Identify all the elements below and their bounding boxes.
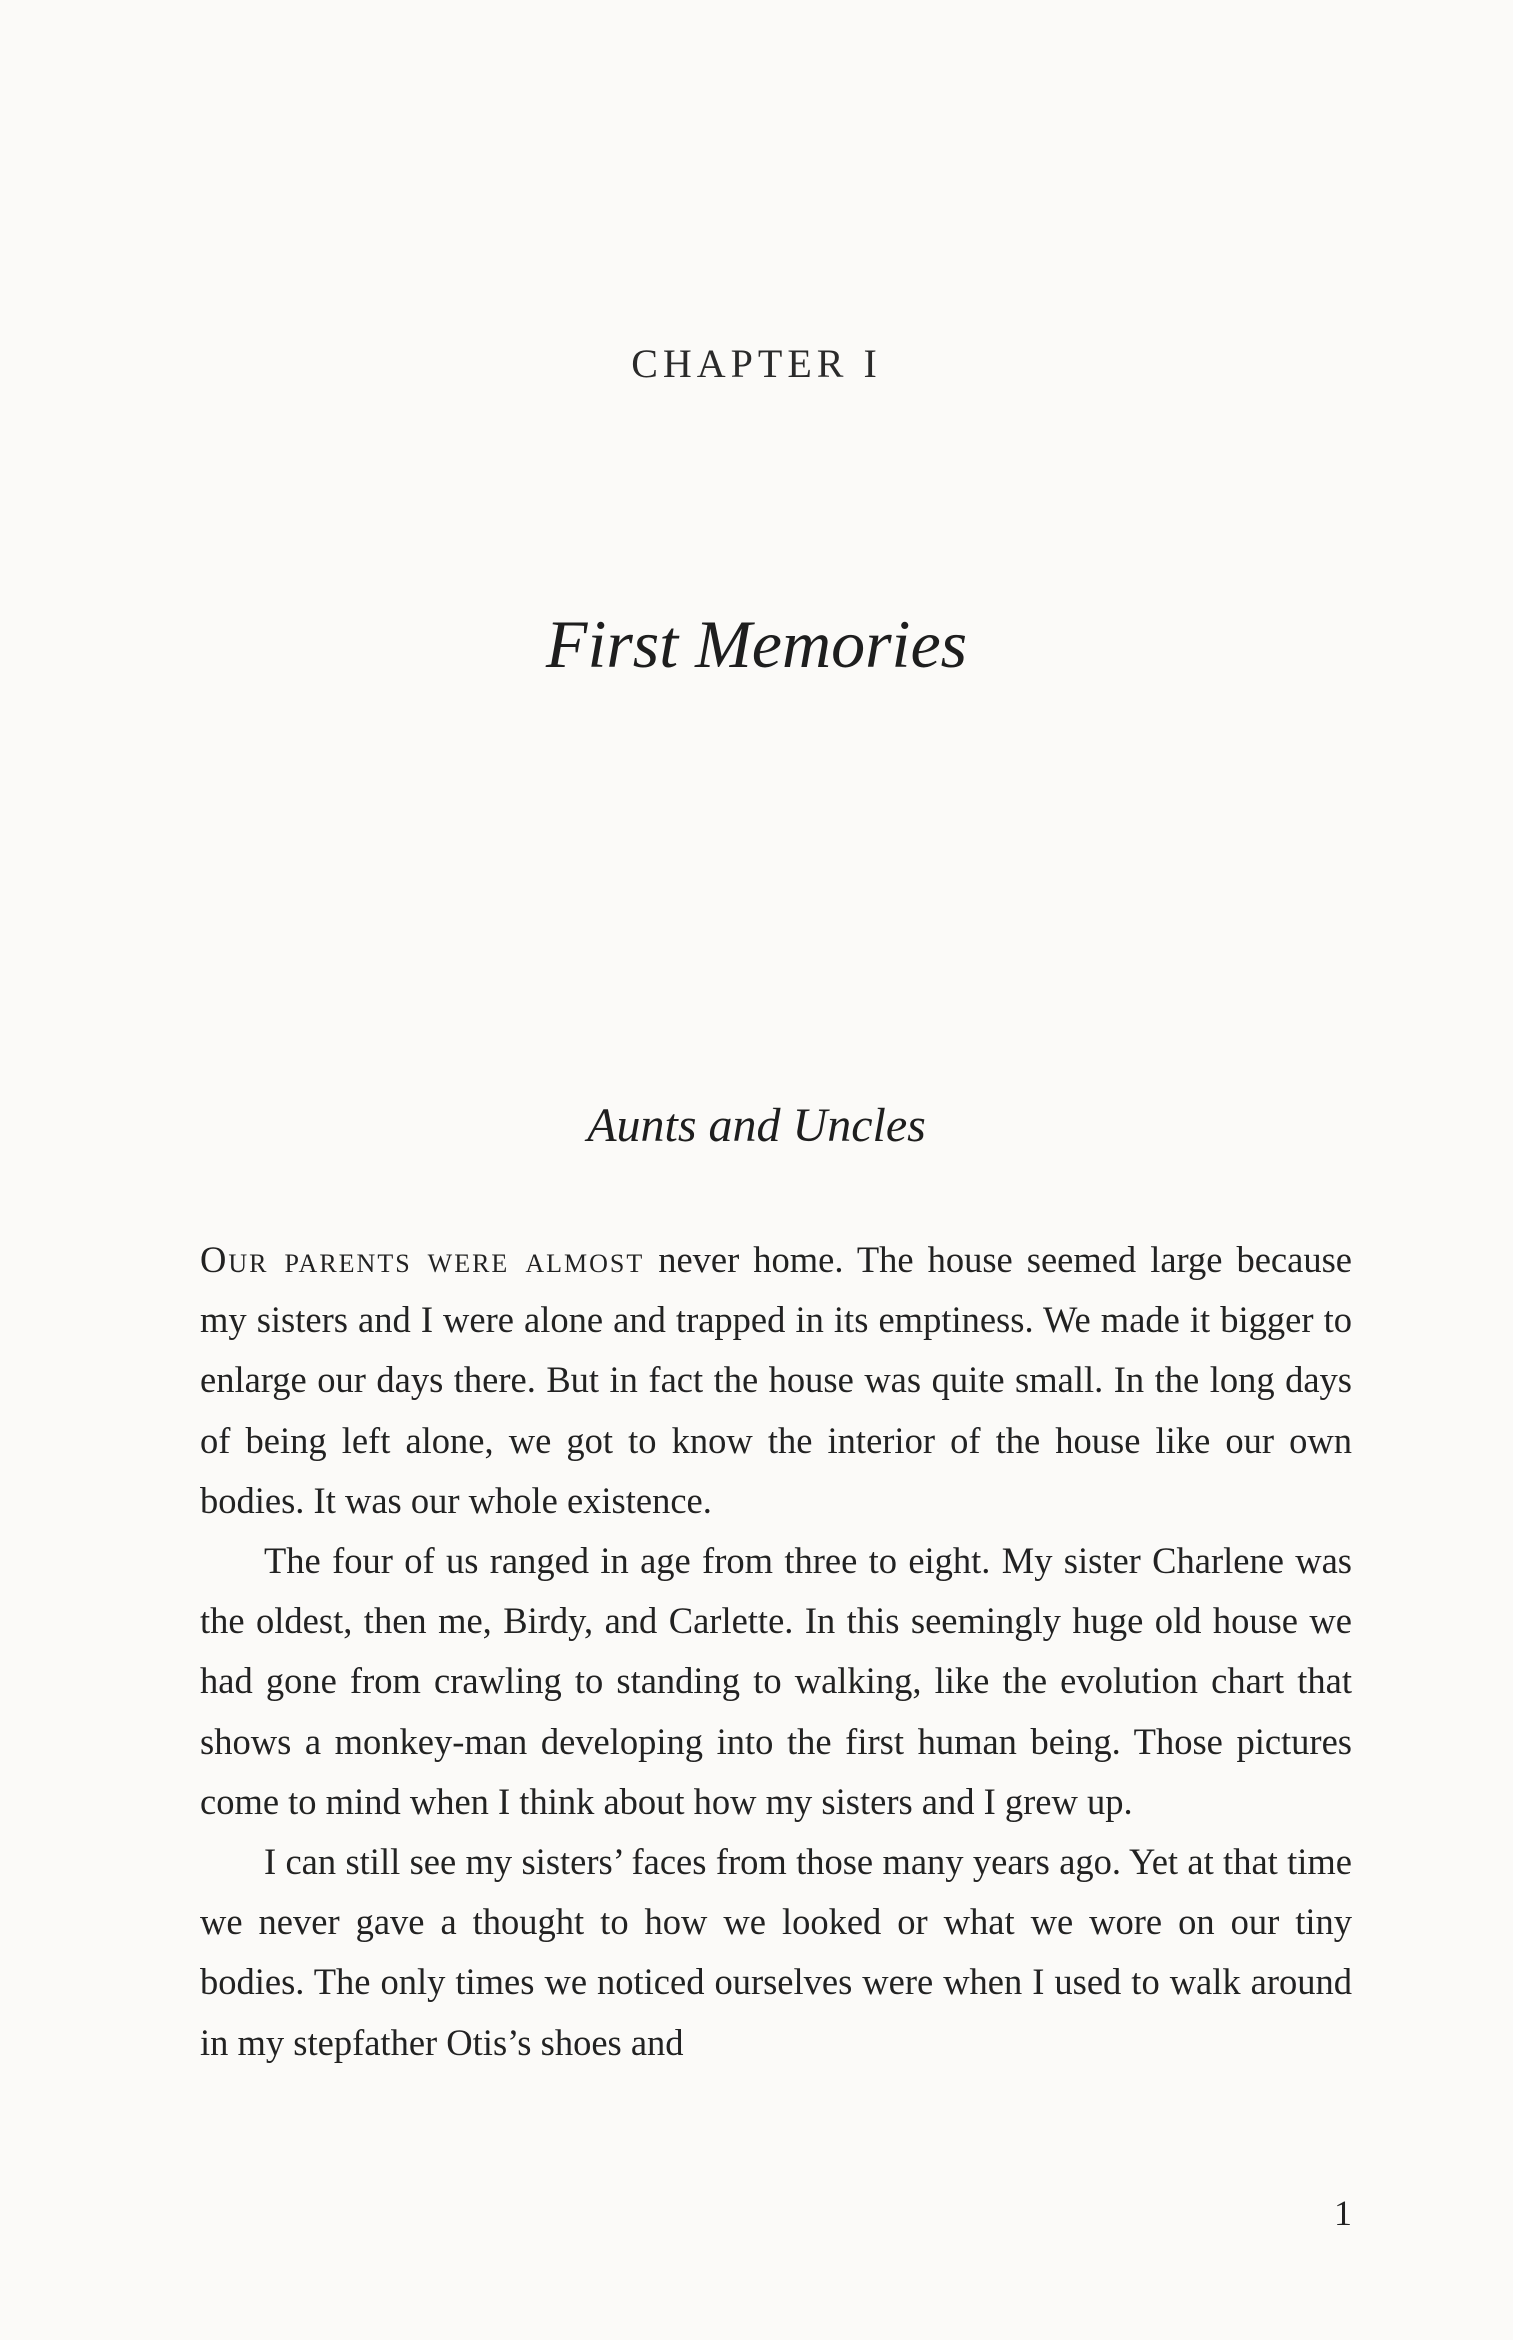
paragraph-lead-in: Our parents were almost	[200, 1239, 645, 1280]
paragraph-1-text: never home. The house seemed large because my sisters and I were alone and trapped in its emptiness. We made it bigger to enlarge our days there. But in fact the house was quite small. In the long days of being left alone, we got to know the interior of the house like our own bodies. It was our whole existence.	[200, 1239, 1352, 1521]
section-heading: Aunts and Uncles	[587, 1099, 926, 1152]
paragraph-3: I can still see my sisters’ faces from those many years ago. Yet at that time we never gave a thought to how we looked or what we wore on our tiny bodies. The only times we noticed ourselves were when I used to walk around in my stepfather Otis’s shoes and	[200, 1841, 1352, 2063]
chapter-title: First Memories	[545, 606, 968, 682]
paragraph-2: The four of us ranged in age from three to eight. My sister Charlene was the oldest, then me, Birdy, and Carlette. In this seemingly huge old house we had gone from crawling to standing to walking, like the evolution chart that shows a monkey-man developing into the first human being. Those pictures come to mind when I think about how my sisters and I grew up.	[200, 1540, 1352, 1822]
page-number: 1	[1334, 2193, 1352, 2233]
paragraph-1	[200, 1230, 1352, 1531]
chapter-label: CHAPTER I	[631, 341, 882, 386]
body-text	[200, 1230, 1352, 2073]
